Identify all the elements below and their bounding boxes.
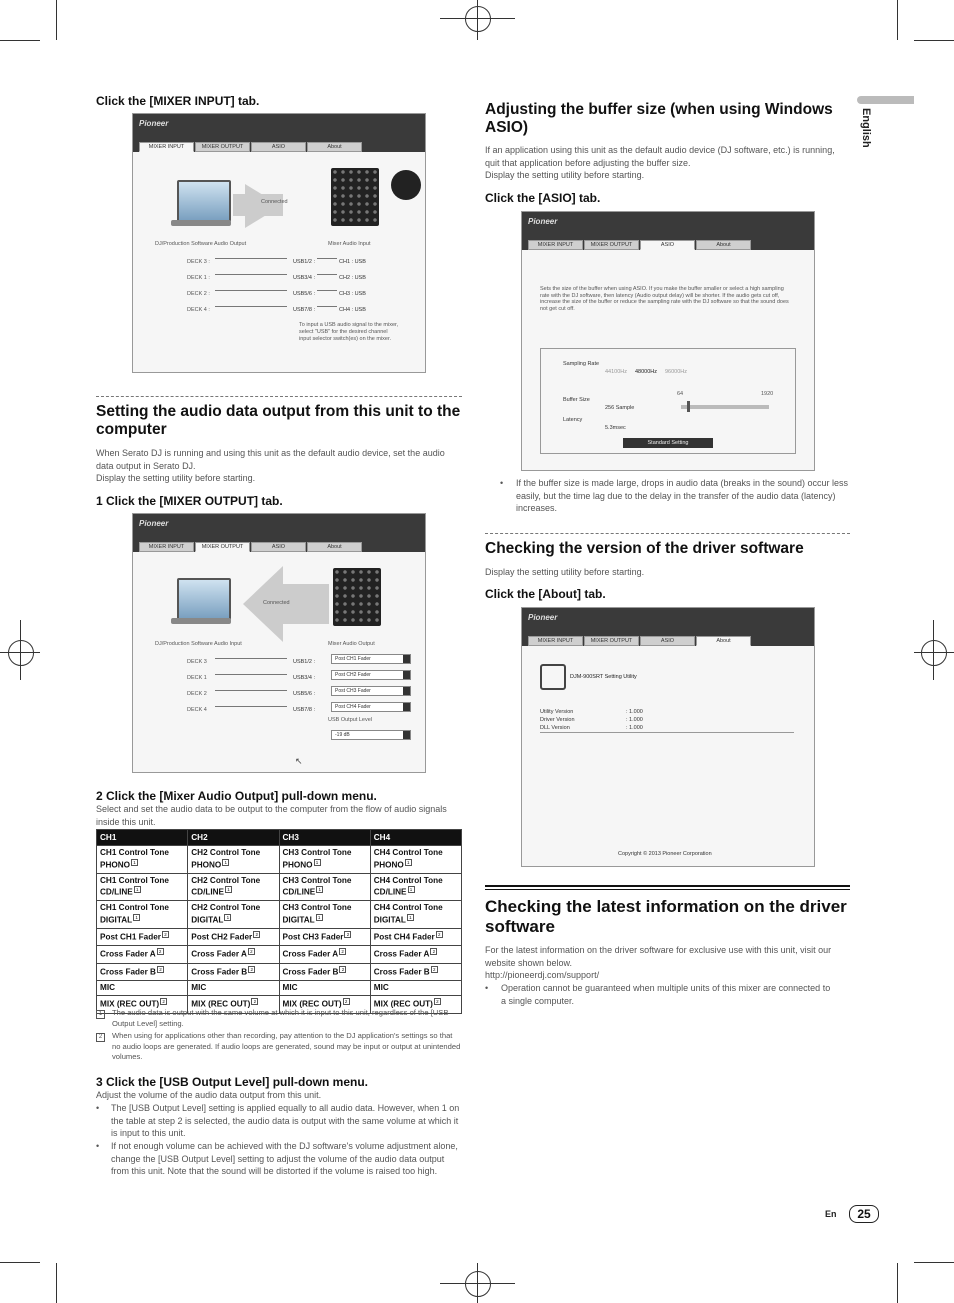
step-1: 1 Click the [MIXER OUTPUT] tab. xyxy=(96,494,283,508)
tab-asio[interactable]: ASIO xyxy=(251,542,306,552)
usb-list xyxy=(293,654,315,718)
table-row xyxy=(97,901,462,929)
table-header: CH1 xyxy=(97,830,188,846)
cell-text: Cross Fader B xyxy=(373,967,430,977)
deck-label: DECK 3 xyxy=(187,659,207,665)
table-cell xyxy=(370,901,461,929)
cell-text: MIC xyxy=(191,982,207,992)
slider-max: 1920 xyxy=(761,391,774,397)
version-title: Checking the version of the driver software xyxy=(485,540,804,557)
cell-text: Cross Fader A xyxy=(191,950,247,960)
section-body xyxy=(96,447,462,485)
crop-mark xyxy=(0,40,40,41)
tab-asio[interactable]: ASIO xyxy=(251,142,306,152)
tab-mixer-input[interactable]: MIXER INPUT xyxy=(528,636,583,646)
table-row xyxy=(97,873,462,901)
channel-label: CH2 : USB xyxy=(339,275,366,281)
asio-description: Sets the size of the buffer when using ASIO. If you make the buffer smaller or select a high sampling rate with the DJ software, then latency (Audio output delay) will be shorter. If the audio gets cut off, increase the size of the buffer or reduce the sampling rate with the DJ software so that the sound does not get cut off. xyxy=(540,286,789,312)
table-header: CH2 xyxy=(188,830,279,846)
tab-asio[interactable]: ASIO xyxy=(640,636,695,646)
table-row xyxy=(97,946,462,963)
cell-text: CH2 Control Tone CD/LINE xyxy=(191,875,261,897)
divider xyxy=(96,396,462,397)
table-cell xyxy=(279,873,370,901)
rate-option[interactable]: 44100Hz xyxy=(605,369,628,375)
asio-screenshot xyxy=(521,211,815,471)
note-marker: 1 xyxy=(408,886,415,893)
note-marker: 2 xyxy=(157,948,164,955)
cell-text: CH4 Control Tone DIGITAL xyxy=(373,903,443,925)
note-marker: 1 xyxy=(131,859,138,866)
bullet-text: The [USB Output Level] setting is applied equally to all audio data. However, when 1 on the table at step 2 is selected, the audio data is output with the same volume at which it is input to this unit. xyxy=(111,1103,460,1138)
table-cell xyxy=(97,873,188,901)
cell-text: MIX (REC OUT) xyxy=(100,1000,160,1010)
table-cell xyxy=(188,929,279,946)
sampling-rate-label: Sampling Rate xyxy=(563,361,600,367)
crop-mark xyxy=(897,0,898,40)
step-3: 3 Click the [USB Output Level] pull-down menu. xyxy=(96,1075,369,1089)
table-cell xyxy=(370,980,461,996)
tab-about[interactable]: About xyxy=(307,142,362,152)
slider-handle[interactable] xyxy=(687,401,690,412)
latency-label: Latency xyxy=(563,417,583,423)
tab-mixer-output[interactable]: MIXER OUTPUT xyxy=(584,636,639,646)
speaker-gear-icon xyxy=(540,664,566,690)
asio-body-text: Display the setting utility before starting. xyxy=(485,170,645,180)
table-cell xyxy=(370,873,461,901)
buffer-slider[interactable] xyxy=(681,405,769,409)
tab-mixer-input[interactable]: MIXER INPUT xyxy=(528,240,583,250)
table-cell xyxy=(279,963,370,980)
cell-text: MIX (REC OUT) xyxy=(282,1000,342,1010)
standard-setting-button[interactable]: Standard Setting xyxy=(623,438,713,448)
footer-lang: En xyxy=(825,1209,837,1219)
footnote-text: The audio data is output with the same volume at which it is input to this unit, regardless of the [USB Output Level] setting. xyxy=(112,1008,449,1028)
table-cell xyxy=(188,901,279,929)
deck-label: DECK 1 xyxy=(187,675,207,681)
table-cell xyxy=(370,929,461,946)
bullet-text: If not enough volume can be achieved with the DJ software's volume adjustment alone, change the [USB Output Level] setting to adjust the volume of the audio data output from this unit. Note that the sound will be distorted if the volume is raised too high. xyxy=(111,1141,458,1176)
rate-option[interactable]: 96000Hz xyxy=(665,369,688,375)
table-cell xyxy=(97,963,188,980)
language-tab-bar xyxy=(857,96,914,104)
tab-mixer-input[interactable]: MIXER INPUT xyxy=(139,542,194,552)
channel-list xyxy=(339,254,366,318)
version-value: : 1.000 xyxy=(626,725,643,731)
asio-body xyxy=(485,144,850,182)
usb-output-level-label: USB Output Level xyxy=(328,717,373,723)
tab-mixer-output[interactable]: MIXER OUTPUT xyxy=(195,542,250,552)
cell-text: CH2 Control Tone PHONO xyxy=(191,848,261,870)
note-marker: 2 xyxy=(436,931,443,938)
latest-title: Checking the latest information on the driver software xyxy=(485,897,847,936)
usb-label: USB7/8 : xyxy=(293,707,316,713)
latency-value: 5.3msec xyxy=(605,425,626,431)
registration-mark xyxy=(465,6,491,32)
asio-step: Click the [ASIO] tab. xyxy=(485,191,601,205)
language-label: English xyxy=(860,108,872,148)
version-value: : 1.000 xyxy=(626,709,643,715)
cell-text: MIX (REC OUT) xyxy=(373,1000,433,1010)
cursor-icon: ↖ xyxy=(295,756,303,766)
note-marker: 2 xyxy=(339,948,346,955)
cell-text: CH3 Control Tone DIGITAL xyxy=(282,903,352,925)
channel-label: CH4 : USB xyxy=(339,307,366,313)
version-body: Display the setting utility before starting. xyxy=(485,567,645,577)
cell-text: Post CH2 Fader xyxy=(191,932,253,942)
slider-min: 64 xyxy=(677,391,684,397)
table-row xyxy=(97,963,462,980)
step-3-body: Adjust the volume of the audio data output from this unit. xyxy=(96,1090,322,1100)
note-marker: 2 xyxy=(160,998,167,1005)
deck-label: DECK 1 : xyxy=(187,275,210,281)
table-cell xyxy=(97,980,188,996)
bullet-text: If the buffer size is made large, drops in audio data (breaks in the sound) occur less easily, but the time lag due to the delay in the transfer of the audio data (latency) increases. xyxy=(516,478,849,513)
note-marker: 2 xyxy=(339,966,346,973)
table-cell xyxy=(279,980,370,996)
deck-list xyxy=(187,254,210,318)
support-link[interactable]: http://pioneerdj.com/support/ xyxy=(485,970,600,980)
table-row xyxy=(97,980,462,996)
note-marker: 1 xyxy=(225,886,232,893)
buffer-size-label: Buffer Size xyxy=(563,397,590,403)
cell-text: CH1 Control Tone DIGITAL xyxy=(100,903,169,925)
note-marker: 2 xyxy=(248,948,255,955)
version-label: Driver Version xyxy=(540,717,575,723)
buffer-size-value: 256 Sample xyxy=(605,405,635,411)
table-cell xyxy=(97,946,188,963)
cell-text: MIC xyxy=(373,982,389,992)
usb-label: USB3/4 : xyxy=(293,675,316,681)
table-cell xyxy=(370,963,461,980)
version-value: : 1.000 xyxy=(626,717,643,723)
note-marker: 1 xyxy=(133,914,140,921)
tab-mixer-output[interactable]: MIXER OUTPUT xyxy=(584,240,639,250)
deck-label: DECK 4 : xyxy=(187,307,210,313)
copyright: Copyright © 2013 Pioneer Corporation xyxy=(618,851,712,857)
rate-option-selected[interactable]: 48000Hz xyxy=(635,369,658,375)
table-cell xyxy=(188,980,279,996)
cell-text: MIC xyxy=(100,982,116,992)
crop-mark xyxy=(56,0,57,40)
laptop-icon xyxy=(177,578,231,620)
cell-text: Cross Fader A xyxy=(282,950,339,960)
usb-label: USB7/8 : xyxy=(293,307,316,313)
input-selector-icon xyxy=(391,170,421,200)
cell-text: Post CH4 Fader xyxy=(373,932,435,942)
note-marker: 1 xyxy=(134,886,141,893)
note-number: 2 xyxy=(96,1033,105,1042)
fader-select[interactable]: Post CH3 Fader xyxy=(331,686,411,696)
cell-text: CH4 Control Tone CD/LINE xyxy=(373,875,443,897)
registration-mark xyxy=(8,640,34,666)
cell-text: Cross Fader B xyxy=(282,967,339,977)
deck-label: DECK 2 xyxy=(187,691,207,697)
crop-mark xyxy=(0,1262,40,1263)
note-marker: 1 xyxy=(224,914,231,921)
page-number: 25 xyxy=(849,1205,879,1223)
note-marker: 2 xyxy=(434,998,441,1005)
bullet-text: Operation cannot be guaranteed when multiple units of this mixer are connected to a single computer. xyxy=(501,983,831,1006)
crop-mark xyxy=(897,1263,898,1303)
mixer-icon xyxy=(331,168,379,226)
table-header: CH4 xyxy=(370,830,461,846)
pioneer-logo: Pioneer xyxy=(528,613,558,622)
table-cell xyxy=(188,946,279,963)
left-heading: DJ/Production Software Audio Output xyxy=(155,241,247,247)
cell-text: CH4 Control Tone PHONO xyxy=(373,848,443,870)
tab-mixer-input[interactable]: MIXER INPUT xyxy=(139,142,194,152)
fader-select[interactable]: Post CH2 Fader xyxy=(331,670,411,680)
usb-label: USB3/4 : xyxy=(293,275,316,281)
table-cell xyxy=(279,946,370,963)
note-marker: 1 xyxy=(405,859,412,866)
table-row xyxy=(97,846,462,874)
about-step: Click the [About] tab. xyxy=(485,587,606,601)
note-marker: 2 xyxy=(162,931,169,938)
crop-mark xyxy=(914,40,954,41)
tab-about[interactable]: About xyxy=(696,240,751,250)
section-rule xyxy=(485,885,850,887)
note-marker: 1 xyxy=(222,859,229,866)
table-cell xyxy=(279,929,370,946)
tab-about[interactable]: About xyxy=(696,636,751,646)
table-cell xyxy=(97,846,188,874)
left-heading: DJ/Production Software Audio Input xyxy=(155,641,242,647)
usb-output-level-select[interactable]: -19 dB xyxy=(331,730,411,740)
pioneer-logo: Pioneer xyxy=(528,217,558,226)
cell-text: CH3 Control Tone CD/LINE xyxy=(282,875,352,897)
step-2-body: Select and set the audio data to be output to the computer from the flow of audio signals inside this unit. xyxy=(96,804,447,827)
usb-label: USB5/6 : xyxy=(293,291,316,297)
tab-asio[interactable]: ASIO xyxy=(640,240,695,250)
table-cell xyxy=(188,963,279,980)
cell-text: CH1 Control Tone CD/LINE xyxy=(100,875,169,897)
section-body-text: Display the setting utility before starting. xyxy=(96,473,256,483)
connected-label: Connected xyxy=(263,600,290,606)
step-mixer-input: Click the [MIXER INPUT] tab. xyxy=(96,94,260,108)
divider xyxy=(485,533,850,534)
cell-text: Post CH3 Fader xyxy=(282,932,344,942)
cell-text: MIC xyxy=(282,982,298,992)
asio-settings-panel xyxy=(540,348,796,454)
cell-text: MIX (REC OUT) xyxy=(191,1000,251,1010)
usb-label: USB1/2 : xyxy=(293,259,316,265)
footnote-1 xyxy=(96,1008,462,1028)
right-heading: Mixer Audio Output xyxy=(328,641,375,647)
registration-mark xyxy=(465,1271,491,1297)
asio-body-text: If an application using this unit as the default audio device (DJ software, etc.) is running, quit that application before adjusting the buffer size. xyxy=(485,145,835,168)
version-values xyxy=(626,708,643,732)
table-cell xyxy=(97,901,188,929)
cell-text: Cross Fader B xyxy=(100,967,156,977)
product-name: DJM-900SRT Setting Utility xyxy=(570,674,637,680)
footnote-text: When using for applications other than recording, pay attention to the DJ application's settings so that no audio loops are generated. If audio loops are generated, sound may be input or output at unintended volumes. xyxy=(112,1031,461,1061)
cell-text: Cross Fader A xyxy=(100,950,156,960)
table-cell xyxy=(370,946,461,963)
version-label: Utility Version xyxy=(540,709,574,715)
latest-body xyxy=(485,944,850,982)
deck-list xyxy=(187,654,207,718)
asio-title: Adjusting the buffer size (when using Windows ASIO) xyxy=(485,101,833,136)
table-row xyxy=(97,929,462,946)
crop-mark xyxy=(914,1262,954,1263)
about-screenshot xyxy=(521,607,815,867)
note-marker: 2 xyxy=(431,966,438,973)
crop-mark xyxy=(56,1263,57,1303)
right-heading: Mixer Audio Input xyxy=(328,241,371,247)
laptop-icon xyxy=(177,180,231,222)
fader-select[interactable]: Post CH1 Fader xyxy=(331,654,411,664)
table-cell xyxy=(279,901,370,929)
cell-text: Post CH1 Fader xyxy=(100,932,161,942)
usb-hint: To input a USB audio signal to the mixer, select "USB" for the desired channel input selector switch(es) on the mixer. xyxy=(299,322,399,342)
channel-label: CH3 : USB xyxy=(339,291,366,297)
cell-text: CH2 Control Tone DIGITAL xyxy=(191,903,261,925)
connected-label: Connected xyxy=(261,199,288,205)
usb-label: USB1/2 : xyxy=(293,659,316,665)
table-cell xyxy=(97,929,188,946)
registration-mark xyxy=(921,640,947,666)
version-label: DLL Version xyxy=(540,725,570,731)
mixer-icon xyxy=(333,568,381,626)
mixer-output-screenshot xyxy=(132,513,426,773)
usb-list xyxy=(293,254,315,318)
pioneer-logo: Pioneer xyxy=(139,519,169,528)
table-cell xyxy=(279,846,370,874)
deck-label: DECK 3 : xyxy=(187,259,210,265)
cell-text: Cross Fader B xyxy=(191,967,248,977)
note-marker: 2 xyxy=(253,931,260,938)
version-labels xyxy=(540,708,575,732)
note-marker: 1 xyxy=(407,914,414,921)
tab-mixer-output[interactable]: MIXER OUTPUT xyxy=(195,142,250,152)
mixer-input-screenshot xyxy=(132,113,426,373)
note-marker: 1 xyxy=(314,859,321,866)
audio-output-table xyxy=(96,829,462,1014)
cell-text: CH3 Control Tone PHONO xyxy=(282,848,352,870)
note-marker: 2 xyxy=(343,998,350,1005)
footnote-2 xyxy=(96,1031,462,1061)
pioneer-logo: Pioneer xyxy=(139,119,169,128)
note-marker: 1 xyxy=(316,914,323,921)
tab-about[interactable]: About xyxy=(307,542,362,552)
latest-body-text: For the latest information on the driver software for exclusive use with this unit, visit our website shown below. xyxy=(485,945,832,968)
deck-label: DECK 2 : xyxy=(187,291,210,297)
note-marker: 2 xyxy=(251,998,258,1005)
step-2: 2 Click the [Mixer Audio Output] pull-down menu. xyxy=(96,789,377,803)
note-marker: 1 xyxy=(316,886,323,893)
table-cell xyxy=(188,846,279,874)
note-marker: 2 xyxy=(157,966,164,973)
section-title: Setting the audio data output from this unit to the computer xyxy=(96,403,461,438)
note-number: 1 xyxy=(96,1010,105,1019)
table-cell xyxy=(370,846,461,874)
cell-text: Cross Fader A xyxy=(373,950,430,960)
fader-select[interactable]: Post CH4 Fader xyxy=(331,702,411,712)
section-body-text: When Serato DJ is running and using this unit as the default audio device, set the audio data output in Serato DJ. xyxy=(96,448,445,471)
usb-label: USB5/6 : xyxy=(293,691,316,697)
deck-label: DECK 4 xyxy=(187,707,207,713)
note-marker: 2 xyxy=(430,948,437,955)
note-marker: 2 xyxy=(248,966,255,973)
cell-text: CH1 Control Tone PHONO xyxy=(100,848,169,870)
note-marker: 2 xyxy=(344,931,351,938)
table-header: CH3 xyxy=(279,830,370,846)
table-cell xyxy=(188,873,279,901)
channel-label: CH1 : USB xyxy=(339,259,366,265)
